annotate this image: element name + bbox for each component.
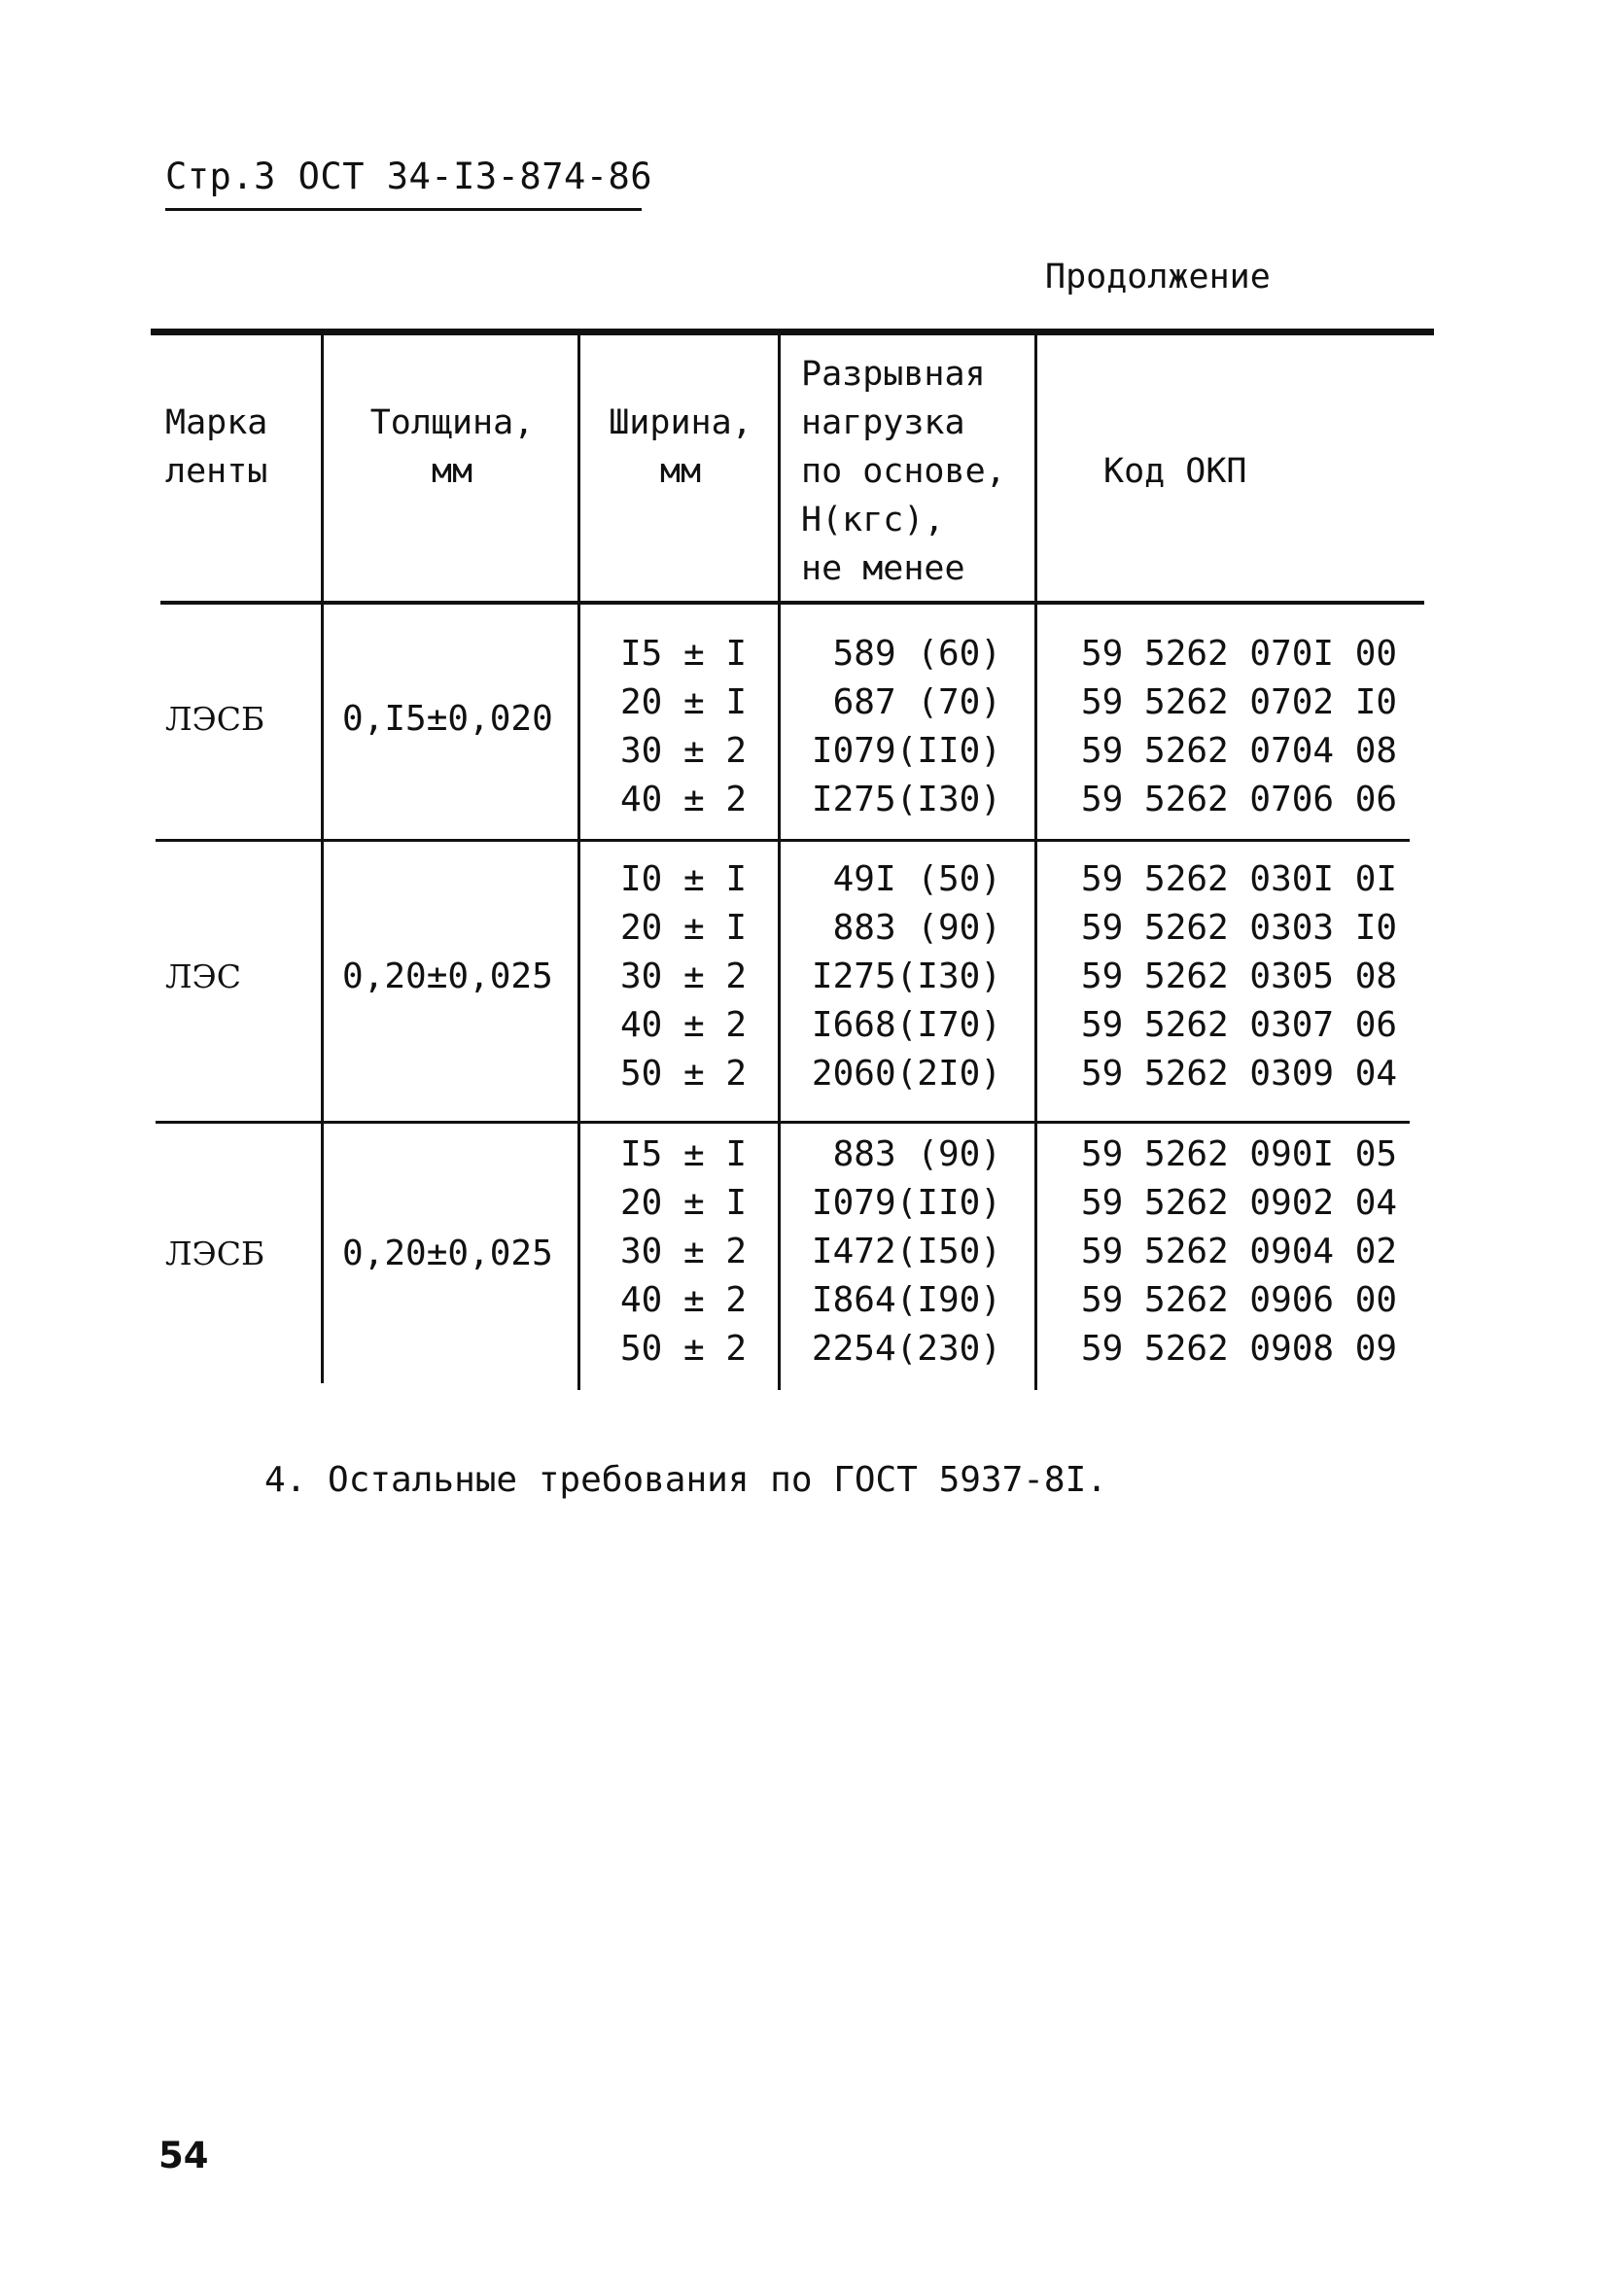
header-line: нагрузка xyxy=(801,403,965,442)
load-cell: I275(I30) xyxy=(811,780,1001,819)
code-cell: 59 5262 0906 00 xyxy=(1081,1280,1398,1320)
group-divider xyxy=(156,839,1410,842)
code-cell: 59 5262 0702 I0 xyxy=(1081,682,1398,722)
header-line: Н(кгс), xyxy=(801,501,945,539)
load-cell: 883 (90) xyxy=(832,1134,1001,1174)
code-column xyxy=(1081,1131,1397,1374)
width-cell: 30 ± 2 xyxy=(620,957,748,996)
column-divider xyxy=(778,335,781,1390)
thickness-cell: 0,20±0,025 xyxy=(342,1234,553,1273)
width-cell: I5 ± I xyxy=(620,634,748,674)
load-cell: 589 (60) xyxy=(832,634,1001,674)
load-cell: I275(I30) xyxy=(811,957,1001,996)
load-column xyxy=(792,630,1001,824)
width-cell: 20 ± I xyxy=(620,1183,748,1223)
table-header-rule xyxy=(160,601,1424,605)
code-cell: 59 5262 0305 08 xyxy=(1081,957,1398,996)
header-line: Код ОКП xyxy=(1103,452,1247,491)
code-cell: 59 5262 0904 02 xyxy=(1081,1232,1398,1271)
code-column xyxy=(1081,630,1397,824)
code-column xyxy=(1081,855,1397,1098)
code-cell: 59 5262 0908 09 xyxy=(1081,1329,1398,1369)
column-header-thickness xyxy=(331,399,574,496)
header-line: Толщина, xyxy=(369,403,535,442)
code-cell: 59 5262 0902 04 xyxy=(1081,1183,1398,1223)
load-cell: I864(I90) xyxy=(811,1280,1001,1320)
code-cell: 59 5262 0307 06 xyxy=(1081,1005,1398,1045)
load-column xyxy=(792,855,1001,1098)
column-header-brand xyxy=(165,399,311,496)
column-divider xyxy=(577,335,580,1390)
width-cell: I0 ± I xyxy=(620,859,748,899)
brand-cell: ЛЭС xyxy=(165,957,242,995)
width-column xyxy=(620,1131,747,1374)
code-cell: 59 5262 0309 04 xyxy=(1081,1054,1398,1094)
code-cell: 59 5262 0303 I0 xyxy=(1081,908,1398,948)
load-cell: 883 (90) xyxy=(832,908,1001,948)
load-cell: 2060(2I0) xyxy=(811,1054,1001,1094)
header-line: не менее xyxy=(801,549,965,588)
width-cell: 20 ± I xyxy=(620,682,748,722)
column-header-width xyxy=(583,399,778,496)
width-cell: 30 ± 2 xyxy=(620,1232,748,1271)
load-column xyxy=(792,1131,1001,1374)
group-divider xyxy=(156,1121,1410,1124)
load-cell: I079(II0) xyxy=(811,1183,1001,1223)
thickness-cell: 0,20±0,025 xyxy=(342,957,553,996)
column-header-okp-code xyxy=(1103,447,1395,496)
thickness-cell: 0,I5±0,020 xyxy=(342,699,553,739)
requirements-note: 4. Остальные требования по ГОСТ 5937-8I. xyxy=(264,1460,1107,1500)
load-cell: 49I (50) xyxy=(832,859,1001,899)
header-line: ленты xyxy=(165,452,268,491)
code-cell: 59 5262 090I 05 xyxy=(1081,1134,1398,1174)
load-cell: I472(I50) xyxy=(811,1232,1001,1271)
page-reference: Стр.3 ОСТ 34-I3-874-86 xyxy=(165,156,653,197)
header-line: Ширина, xyxy=(609,403,752,442)
width-column xyxy=(620,855,747,1098)
page-number: 54 xyxy=(158,2135,209,2176)
width-cell: 40 ± 2 xyxy=(620,780,748,819)
brand-cell: ЛЭСБ xyxy=(165,700,265,738)
header-line: Марка xyxy=(165,403,268,442)
width-cell: 40 ± 2 xyxy=(620,1005,748,1045)
load-cell: 687 (70) xyxy=(832,682,1001,722)
code-cell: 59 5262 0704 08 xyxy=(1081,731,1398,771)
width-cell: 50 ± 2 xyxy=(620,1329,748,1369)
code-cell: 59 5262 0706 06 xyxy=(1081,780,1398,819)
load-cell: I668(I70) xyxy=(811,1005,1001,1045)
header-line: по основе, xyxy=(801,452,1006,491)
width-cell: 40 ± 2 xyxy=(620,1280,748,1320)
header-line: мм xyxy=(659,452,702,491)
brand-cell: ЛЭСБ xyxy=(165,1235,265,1272)
table-top-rule xyxy=(151,329,1434,335)
header-line: мм xyxy=(431,452,473,491)
column-divider xyxy=(321,335,324,1383)
column-header-breaking-load xyxy=(801,350,1030,593)
width-cell: I5 ± I xyxy=(620,1134,748,1174)
load-cell: I079(II0) xyxy=(811,731,1001,771)
width-column xyxy=(620,630,747,824)
width-cell: 30 ± 2 xyxy=(620,731,748,771)
width-cell: 20 ± I xyxy=(620,908,748,948)
continuation-label: Продолжение xyxy=(1045,258,1271,296)
code-cell: 59 5262 070I 00 xyxy=(1081,634,1398,674)
header-line: Разрывная xyxy=(801,355,986,394)
load-cell: 2254(230) xyxy=(811,1329,1001,1369)
column-divider xyxy=(1034,335,1037,1390)
code-cell: 59 5262 030I 0I xyxy=(1081,859,1398,899)
width-cell: 50 ± 2 xyxy=(620,1054,748,1094)
